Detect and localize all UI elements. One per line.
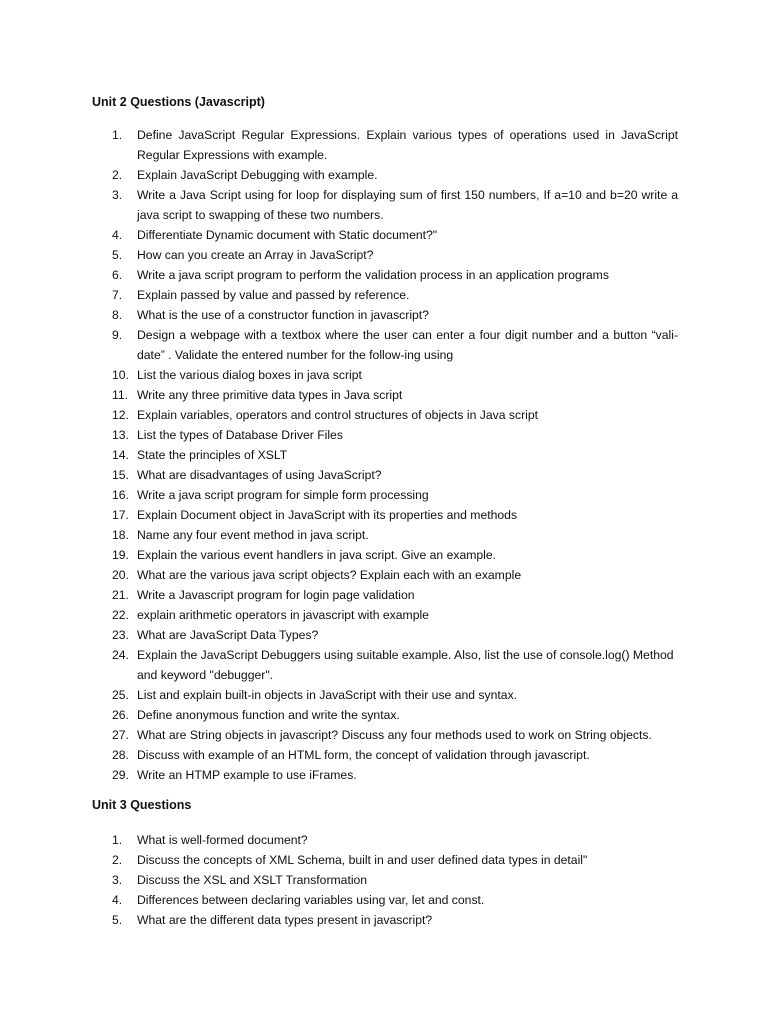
question-item xyxy=(0,185,768,225)
question-number: 9. xyxy=(112,328,123,342)
question-text: Explain the various event handlers in java script. Give an example. xyxy=(137,548,497,562)
question-text: Differentiate Dynamic document with Static document?" xyxy=(137,228,438,242)
question-number: 28. xyxy=(112,748,129,762)
unit2-question-list xyxy=(0,125,768,785)
question-number: 13. xyxy=(112,428,129,442)
question-number: 19. xyxy=(112,548,129,562)
question-item xyxy=(0,385,768,405)
question-text: What is well-formed document? xyxy=(137,833,308,847)
question-text: Differences between declaring variables using var, let and const. xyxy=(137,893,485,907)
question-number: 16. xyxy=(112,488,129,502)
question-item xyxy=(0,505,768,525)
question-item xyxy=(0,625,768,645)
question-item xyxy=(0,425,768,445)
question-number: 2. xyxy=(112,168,123,182)
question-item xyxy=(0,165,768,185)
question-item xyxy=(0,325,768,365)
question-number: 4. xyxy=(112,228,123,242)
question-number: 22. xyxy=(112,608,129,622)
question-text: Write any three primitive data types in Java script xyxy=(137,388,403,402)
question-item xyxy=(0,225,768,245)
question-number: 6. xyxy=(112,268,123,282)
question-number: 18. xyxy=(112,528,129,542)
question-item xyxy=(0,745,768,765)
question-text: What are the various java script objects? Explain each with an example xyxy=(137,568,522,582)
question-text: Discuss with example of an HTML form, the concept of validation through javascript. xyxy=(137,748,590,762)
question-item xyxy=(0,910,768,930)
question-item xyxy=(0,890,768,910)
question-number: 7. xyxy=(112,288,123,302)
question-item xyxy=(0,125,768,165)
question-number: 23. xyxy=(112,628,129,642)
question-number: 5. xyxy=(112,913,123,927)
question-item xyxy=(0,765,768,785)
question-number: 26. xyxy=(112,708,129,722)
question-text: What are JavaScript Data Types? xyxy=(137,628,319,642)
question-item xyxy=(0,445,768,465)
question-text: List the types of Database Driver Files xyxy=(137,428,343,442)
question-item xyxy=(0,265,768,285)
question-item xyxy=(0,525,768,545)
question-number: 4. xyxy=(112,893,123,907)
question-text: List the various dialog boxes in java script xyxy=(137,368,362,382)
question-text: Write a Java Script using for loop for displaying sum of first 150 numbers, If a=10 and b=20 write a java script to swapping of these two numbers. xyxy=(137,188,678,222)
question-text: Explain the JavaScript Debuggers using suitable example. Also, list the use of console.log() Method and keyword "debugger". xyxy=(137,648,674,682)
question-number: 27. xyxy=(112,728,129,742)
question-item xyxy=(0,465,768,485)
question-text: Explain Document object in JavaScript with its properties and methods xyxy=(137,508,518,522)
question-item xyxy=(0,565,768,585)
question-text: How can you create an Array in JavaScript? xyxy=(137,248,374,262)
question-number: 20. xyxy=(112,568,129,582)
question-item xyxy=(0,245,768,265)
unit2-heading: Unit 2 Questions (Javascript) xyxy=(92,95,265,109)
question-text: Discuss the XSL and XSLT Transformation xyxy=(137,873,368,887)
question-number: 1. xyxy=(112,128,123,142)
question-text: Explain JavaScript Debugging with example. xyxy=(137,168,378,182)
question-text: What are the different data types present in javascript? xyxy=(137,913,433,927)
question-number: 2. xyxy=(112,853,123,867)
question-item xyxy=(0,705,768,725)
question-number: 21. xyxy=(112,588,129,602)
question-text: Write a Javascript program for login page validation xyxy=(137,588,415,602)
question-text: Design a webpage with a textbox where the user can enter a four digit number and a button “vali-date” . Validate the entered number for the follow-ing using xyxy=(137,328,678,362)
question-text: explain arithmetic operators in javascript with example xyxy=(137,608,429,622)
question-number: 3. xyxy=(112,188,123,202)
question-text: Write a java script program for simple form processing xyxy=(137,488,429,502)
question-item xyxy=(0,685,768,705)
question-number: 25. xyxy=(112,688,129,702)
question-number: 17. xyxy=(112,508,129,522)
question-number: 1. xyxy=(112,833,123,847)
question-text: Write a java script program to perform the validation process in an application programs xyxy=(137,268,609,282)
question-item xyxy=(0,870,768,890)
question-text: What is the use of a constructor function in javascript? xyxy=(137,308,429,322)
question-number: 3. xyxy=(112,873,123,887)
unit3-heading: Unit 3 Questions xyxy=(92,798,192,812)
question-number: 11. xyxy=(112,388,129,402)
question-number: 8. xyxy=(112,308,123,322)
question-text: Name any four event method in java script. xyxy=(137,528,369,542)
question-text: State the principles of XSLT xyxy=(137,448,288,462)
question-text: What are disadvantages of using JavaScript? xyxy=(137,468,382,482)
unit3-question-list xyxy=(0,830,768,930)
question-number: 15. xyxy=(112,468,129,482)
question-item xyxy=(0,365,768,385)
question-number: 29. xyxy=(112,768,129,782)
question-number: 12. xyxy=(112,408,129,422)
question-item xyxy=(0,585,768,605)
question-number: 14. xyxy=(112,448,129,462)
question-item xyxy=(0,405,768,425)
question-number: 10. xyxy=(112,368,129,382)
question-item xyxy=(0,605,768,625)
question-text: Discuss the concepts of XML Schema, built in and user defined data types in detail" xyxy=(137,853,588,867)
question-item xyxy=(0,285,768,305)
question-text: Explain passed by value and passed by reference. xyxy=(137,288,410,302)
question-item xyxy=(0,305,768,325)
question-item xyxy=(0,850,768,870)
question-item xyxy=(0,645,768,685)
question-text: Explain variables, operators and control structures of objects in Java script xyxy=(137,408,539,422)
question-item xyxy=(0,485,768,505)
question-item xyxy=(0,545,768,565)
question-number: 5. xyxy=(112,248,123,262)
question-text: List and explain built-in objects in JavaScript with their use and syntax. xyxy=(137,688,518,702)
question-text: What are String objects in javascript? Discuss any four methods used to work on String objects. xyxy=(137,728,652,742)
question-item xyxy=(0,830,768,850)
question-text: Define anonymous function and write the syntax. xyxy=(137,708,400,722)
question-text: Write an HTMP example to use iFrames. xyxy=(137,768,357,782)
question-text: Define JavaScript Regular Expressions. Explain various types of operations used in JavaScript Regular Expressions with example. xyxy=(137,128,678,162)
question-item xyxy=(0,725,768,745)
question-number: 24. xyxy=(112,648,129,662)
